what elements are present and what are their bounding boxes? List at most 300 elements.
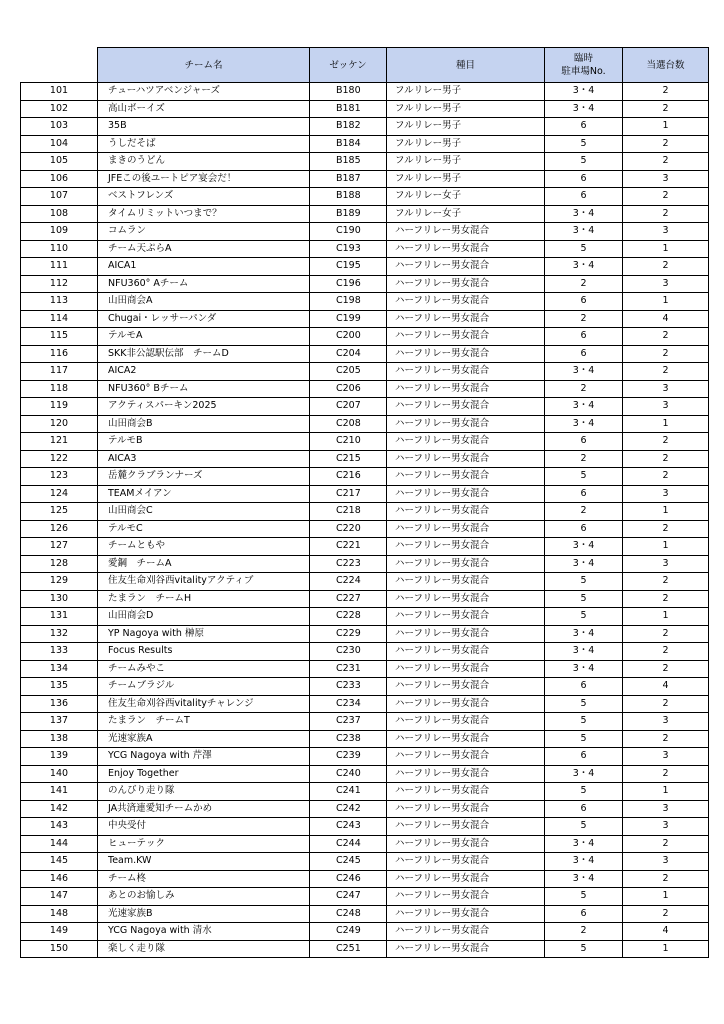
parking-lot-no: 2 (545, 503, 623, 521)
parking-lot-no: 6 (545, 188, 623, 206)
parking-lot-no: 5 (545, 608, 623, 626)
header-bib-number: ゼッケン (310, 48, 387, 83)
team-name: 山田商会B (98, 415, 310, 433)
row-number: 146 (21, 870, 98, 888)
table-row (21, 853, 709, 871)
row-number: 102 (21, 100, 98, 118)
team-name: 山田商会C (98, 503, 310, 521)
table-row (21, 870, 709, 888)
event-type: フルリレー男子 (387, 135, 545, 153)
row-number: 140 (21, 765, 98, 783)
table-row (21, 468, 709, 486)
parking-lot-no: 6 (545, 118, 623, 136)
parking-lot-no: 2 (545, 275, 623, 293)
header-event: 種目 (387, 48, 545, 83)
row-number: 139 (21, 748, 98, 766)
parking-lot-no: 3・4 (545, 223, 623, 241)
bib-number: C239 (310, 748, 387, 766)
event-type: ハーフリレー男女混合 (387, 713, 545, 731)
cars-won: 4 (623, 678, 709, 696)
cars-won: 1 (623, 940, 709, 958)
team-name: チーム天ぷらA (98, 240, 310, 258)
table-row (21, 695, 709, 713)
event-type: ハーフリレー男女混合 (387, 538, 545, 556)
cars-won: 1 (623, 608, 709, 626)
parking-lot-no: 3・4 (545, 363, 623, 381)
team-name: まきのうどん (98, 153, 310, 171)
cars-won: 2 (623, 450, 709, 468)
event-type: ハーフリレー男女混合 (387, 783, 545, 801)
parking-lot-no: 6 (545, 170, 623, 188)
header-row (21, 48, 709, 83)
team-name: テルモA (98, 328, 310, 346)
parking-lot-no: 5 (545, 590, 623, 608)
event-type: フルリレー男子 (387, 100, 545, 118)
event-type: ハーフリレー男女混合 (387, 555, 545, 573)
row-number: 124 (21, 485, 98, 503)
bib-number: C227 (310, 590, 387, 608)
cars-won: 3 (623, 800, 709, 818)
team-name: 35B (98, 118, 310, 136)
parking-lot-no: 5 (545, 818, 623, 836)
row-number: 127 (21, 538, 98, 556)
parking-lot-no: 3・4 (545, 835, 623, 853)
event-type: ハーフリレー男女混合 (387, 853, 545, 871)
header-cars-won: 当選台数 (623, 48, 709, 83)
header-temporary-parking-no (545, 48, 623, 83)
event-type: ハーフリレー男女混合 (387, 450, 545, 468)
header-team-name: チーム名 (98, 48, 310, 83)
team-name: テルモC (98, 520, 310, 538)
team-name: コムラン (98, 223, 310, 241)
team-name: YCG Nagoya with 清水 (98, 923, 310, 941)
event-type: ハーフリレー男女混合 (387, 433, 545, 451)
row-number: 135 (21, 678, 98, 696)
cars-won: 3 (623, 275, 709, 293)
team-name: 愛鋼 チームA (98, 555, 310, 573)
team-name: Focus Results (98, 643, 310, 661)
bib-number: C218 (310, 503, 387, 521)
bib-number: C206 (310, 380, 387, 398)
row-number: 131 (21, 608, 98, 626)
event-type: ハーフリレー男女混合 (387, 608, 545, 626)
bib-number: C216 (310, 468, 387, 486)
team-name: 住友生命刈谷西vitalityアクティブ (98, 573, 310, 591)
parking-lot-no: 3・4 (545, 765, 623, 783)
cars-won: 1 (623, 415, 709, 433)
bib-number: C223 (310, 555, 387, 573)
cars-won: 2 (623, 660, 709, 678)
row-number: 134 (21, 660, 98, 678)
table-row (21, 170, 709, 188)
row-number: 119 (21, 398, 98, 416)
bib-number: C220 (310, 520, 387, 538)
cars-won: 4 (623, 923, 709, 941)
event-type: ハーフリレー男女混合 (387, 730, 545, 748)
cars-won: 2 (623, 590, 709, 608)
event-type: ハーフリレー男女混合 (387, 888, 545, 906)
cars-won: 3 (623, 170, 709, 188)
cars-won: 1 (623, 240, 709, 258)
parking-lot-no: 5 (545, 695, 623, 713)
row-number: 103 (21, 118, 98, 136)
event-type: ハーフリレー男女混合 (387, 398, 545, 416)
table-row (21, 240, 709, 258)
table-row (21, 345, 709, 363)
parking-lot-no: 6 (545, 520, 623, 538)
row-number: 129 (21, 573, 98, 591)
event-type: ハーフリレー男女混合 (387, 468, 545, 486)
table-row (21, 310, 709, 328)
parking-lot-no: 2 (545, 450, 623, 468)
row-number: 123 (21, 468, 98, 486)
event-type: ハーフリレー男女混合 (387, 678, 545, 696)
bib-number: C190 (310, 223, 387, 241)
team-name: 光速家族B (98, 905, 310, 923)
cars-won: 2 (623, 258, 709, 276)
cars-won: 3 (623, 555, 709, 573)
cars-won: 2 (623, 643, 709, 661)
bib-number: B187 (310, 170, 387, 188)
team-name: たまラン チームT (98, 713, 310, 731)
team-name: うしだそば (98, 135, 310, 153)
team-name: アクティスパーキン2025 (98, 398, 310, 416)
bib-number: C230 (310, 643, 387, 661)
event-type: ハーフリレー男女混合 (387, 835, 545, 853)
event-type: フルリレー男子 (387, 118, 545, 136)
parking-lot-no: 2 (545, 310, 623, 328)
bib-number: C198 (310, 293, 387, 311)
team-name: AICA3 (98, 450, 310, 468)
row-number: 117 (21, 363, 98, 381)
row-number: 106 (21, 170, 98, 188)
row-number: 122 (21, 450, 98, 468)
bib-number: C241 (310, 783, 387, 801)
bib-number: C204 (310, 345, 387, 363)
cars-won: 2 (623, 870, 709, 888)
bib-number: C193 (310, 240, 387, 258)
parking-lot-no: 6 (545, 345, 623, 363)
row-number: 105 (21, 153, 98, 171)
table-row (21, 433, 709, 451)
row-number: 125 (21, 503, 98, 521)
parking-lot-no: 6 (545, 328, 623, 346)
parking-lot-no: 6 (545, 905, 623, 923)
cars-won: 1 (623, 783, 709, 801)
bib-number: B182 (310, 118, 387, 136)
table-row (21, 748, 709, 766)
table-row (21, 415, 709, 433)
parking-lot-no: 3・4 (545, 205, 623, 223)
bib-number: C246 (310, 870, 387, 888)
parking-lot-no: 5 (545, 240, 623, 258)
bib-number: C243 (310, 818, 387, 836)
row-number: 137 (21, 713, 98, 731)
row-number: 114 (21, 310, 98, 328)
cars-won: 2 (623, 625, 709, 643)
bib-number: C195 (310, 258, 387, 276)
table-row (21, 888, 709, 906)
event-type: ハーフリレー男女混合 (387, 660, 545, 678)
bib-number: C234 (310, 695, 387, 713)
table-row (21, 643, 709, 661)
parking-lot-no: 3・4 (545, 100, 623, 118)
row-number: 141 (21, 783, 98, 801)
table-row (21, 818, 709, 836)
parking-lot-no: 5 (545, 135, 623, 153)
bib-number: B189 (310, 205, 387, 223)
event-type: ハーフリレー男女混合 (387, 520, 545, 538)
parking-lot-no: 5 (545, 468, 623, 486)
bib-number: C208 (310, 415, 387, 433)
table-row (21, 485, 709, 503)
table-row (21, 223, 709, 241)
event-type: ハーフリレー男女混合 (387, 905, 545, 923)
table-row (21, 100, 709, 118)
table-row (21, 380, 709, 398)
cars-won: 2 (623, 433, 709, 451)
cars-won: 2 (623, 573, 709, 591)
bib-number: C251 (310, 940, 387, 958)
cars-won: 1 (623, 293, 709, 311)
bib-number: C207 (310, 398, 387, 416)
team-name: JFEこの後ユートピア宴会だ！ (98, 170, 310, 188)
table-row (21, 713, 709, 731)
table-row (21, 328, 709, 346)
row-number: 120 (21, 415, 98, 433)
event-type: ハーフリレー男女混合 (387, 345, 545, 363)
row-number: 101 (21, 83, 98, 101)
bib-number: C238 (310, 730, 387, 748)
bib-number: C247 (310, 888, 387, 906)
cars-won: 1 (623, 888, 709, 906)
team-name: 楽しく走り隊 (98, 940, 310, 958)
team-name: YCG Nagoya with 芹澤 (98, 748, 310, 766)
team-name: ベストフレンズ (98, 188, 310, 206)
cars-won: 3 (623, 380, 709, 398)
team-name: テルモB (98, 433, 310, 451)
parking-lot-no: 3・4 (545, 555, 623, 573)
row-number: 138 (21, 730, 98, 748)
cars-won: 2 (623, 205, 709, 223)
bib-number: C196 (310, 275, 387, 293)
event-type: ハーフリレー男女混合 (387, 625, 545, 643)
table-row (21, 503, 709, 521)
row-number: 118 (21, 380, 98, 398)
parking-lot-no: 3・4 (545, 398, 623, 416)
parking-lottery-table (20, 47, 709, 958)
table-row (21, 555, 709, 573)
parking-lot-no: 6 (545, 433, 623, 451)
bib-number: C215 (310, 450, 387, 468)
parking-lot-no: 3・4 (545, 83, 623, 101)
team-name: タイムリミットいつまで？ (98, 205, 310, 223)
team-name: たまラン チームH (98, 590, 310, 608)
bib-number: C228 (310, 608, 387, 626)
row-number: 108 (21, 205, 98, 223)
team-name: あとのお愉しみ (98, 888, 310, 906)
header-parking-line2: 駐車場No. (561, 66, 606, 77)
team-name: 山田商会A (98, 293, 310, 311)
cars-won: 3 (623, 748, 709, 766)
row-number: 132 (21, 625, 98, 643)
event-type: フルリレー男子 (387, 83, 545, 101)
table-row (21, 923, 709, 941)
parking-lot-no: 6 (545, 748, 623, 766)
event-type: ハーフリレー男女混合 (387, 310, 545, 328)
bib-number: C237 (310, 713, 387, 731)
row-number: 150 (21, 940, 98, 958)
row-number: 112 (21, 275, 98, 293)
table-row (21, 398, 709, 416)
parking-lot-no: 6 (545, 293, 623, 311)
table-row (21, 205, 709, 223)
team-name: SKK非公認駅伝部 チームD (98, 345, 310, 363)
event-type: ハーフリレー男女混合 (387, 415, 545, 433)
event-type: フルリレー男子 (387, 153, 545, 171)
table-row (21, 625, 709, 643)
event-type: フルリレー女子 (387, 188, 545, 206)
bib-number: B184 (310, 135, 387, 153)
row-number: 149 (21, 923, 98, 941)
bib-number: C245 (310, 853, 387, 871)
parking-lot-no: 3・4 (545, 853, 623, 871)
row-number: 147 (21, 888, 98, 906)
cars-won: 1 (623, 538, 709, 556)
event-type: ハーフリレー男女混合 (387, 923, 545, 941)
row-number: 107 (21, 188, 98, 206)
team-name: Team.KW (98, 853, 310, 871)
parking-lot-no: 3・4 (545, 415, 623, 433)
parking-lot-no: 6 (545, 485, 623, 503)
table-row (21, 573, 709, 591)
parking-lot-no: 3・4 (545, 538, 623, 556)
row-number: 109 (21, 223, 98, 241)
row-number: 121 (21, 433, 98, 451)
bib-number: B181 (310, 100, 387, 118)
bib-number: C200 (310, 328, 387, 346)
cars-won: 3 (623, 713, 709, 731)
event-type: ハーフリレー男女混合 (387, 293, 545, 311)
team-name: JA共済連愛知チームかめ (98, 800, 310, 818)
bib-number: C249 (310, 923, 387, 941)
table-row (21, 188, 709, 206)
table-row (21, 783, 709, 801)
row-number: 133 (21, 643, 98, 661)
cars-won: 1 (623, 503, 709, 521)
table-row (21, 608, 709, 626)
row-number: 104 (21, 135, 98, 153)
team-name: チームブラジル (98, 678, 310, 696)
bib-number: C240 (310, 765, 387, 783)
event-type: ハーフリレー男女混合 (387, 380, 545, 398)
row-number: 126 (21, 520, 98, 538)
team-name: AICA2 (98, 363, 310, 381)
bib-number: C199 (310, 310, 387, 328)
event-type: ハーフリレー男女混合 (387, 573, 545, 591)
event-type: ハーフリレー男女混合 (387, 363, 545, 381)
event-type: フルリレー男子 (387, 170, 545, 188)
cars-won: 3 (623, 853, 709, 871)
table-row (21, 520, 709, 538)
team-name: 高山ボーイズ (98, 100, 310, 118)
parking-lot-no: 5 (545, 730, 623, 748)
team-name: チーム柊 (98, 870, 310, 888)
parking-lot-no: 5 (545, 573, 623, 591)
event-type: フルリレー女子 (387, 205, 545, 223)
table-row (21, 83, 709, 101)
table-row (21, 293, 709, 311)
bib-number: B188 (310, 188, 387, 206)
cars-won: 2 (623, 765, 709, 783)
table-row (21, 118, 709, 136)
cars-won: 1 (623, 118, 709, 136)
bib-number: C231 (310, 660, 387, 678)
team-name: ヒューテック (98, 835, 310, 853)
cars-won: 3 (623, 485, 709, 503)
bib-number: C244 (310, 835, 387, 853)
cars-won: 2 (623, 835, 709, 853)
row-number: 148 (21, 905, 98, 923)
table-row (21, 135, 709, 153)
cars-won: 4 (623, 310, 709, 328)
table-row (21, 730, 709, 748)
team-name: 岳麓クラブランナーズ (98, 468, 310, 486)
bib-number: C217 (310, 485, 387, 503)
event-type: ハーフリレー男女混合 (387, 800, 545, 818)
parking-lot-no: 5 (545, 153, 623, 171)
table-row (21, 590, 709, 608)
parking-lot-no: 3・4 (545, 660, 623, 678)
bib-number: C221 (310, 538, 387, 556)
event-type: ハーフリレー男女混合 (387, 240, 545, 258)
cars-won: 2 (623, 730, 709, 748)
parking-lot-no: 5 (545, 888, 623, 906)
parking-lot-no: 2 (545, 380, 623, 398)
table-row (21, 800, 709, 818)
event-type: ハーフリレー男女混合 (387, 275, 545, 293)
table-row (21, 538, 709, 556)
parking-lot-no: 3・4 (545, 625, 623, 643)
team-name: NFU360° Aチーム (98, 275, 310, 293)
cars-won: 2 (623, 695, 709, 713)
team-name: YP Nagoya with 榊原 (98, 625, 310, 643)
team-name: Enjoy Together (98, 765, 310, 783)
cars-won: 3 (623, 223, 709, 241)
team-name: のんびり走り隊 (98, 783, 310, 801)
cars-won: 3 (623, 398, 709, 416)
cars-won: 2 (623, 188, 709, 206)
cars-won: 2 (623, 328, 709, 346)
row-number: 113 (21, 293, 98, 311)
row-number: 115 (21, 328, 98, 346)
table-row (21, 450, 709, 468)
parking-lot-no: 3・4 (545, 870, 623, 888)
bib-number: B185 (310, 153, 387, 171)
cars-won: 2 (623, 468, 709, 486)
header-parking-line1: 臨時 (573, 53, 593, 64)
team-name: 住友生命刈谷西vitalityチャレンジ (98, 695, 310, 713)
parking-lot-no: 3・4 (545, 643, 623, 661)
team-name: 山田商会D (98, 608, 310, 626)
event-type: ハーフリレー男女混合 (387, 223, 545, 241)
team-name: AICA1 (98, 258, 310, 276)
parking-lot-no: 2 (545, 923, 623, 941)
row-number: 130 (21, 590, 98, 608)
bib-number: C248 (310, 905, 387, 923)
cars-won: 2 (623, 100, 709, 118)
table-body (21, 83, 709, 958)
